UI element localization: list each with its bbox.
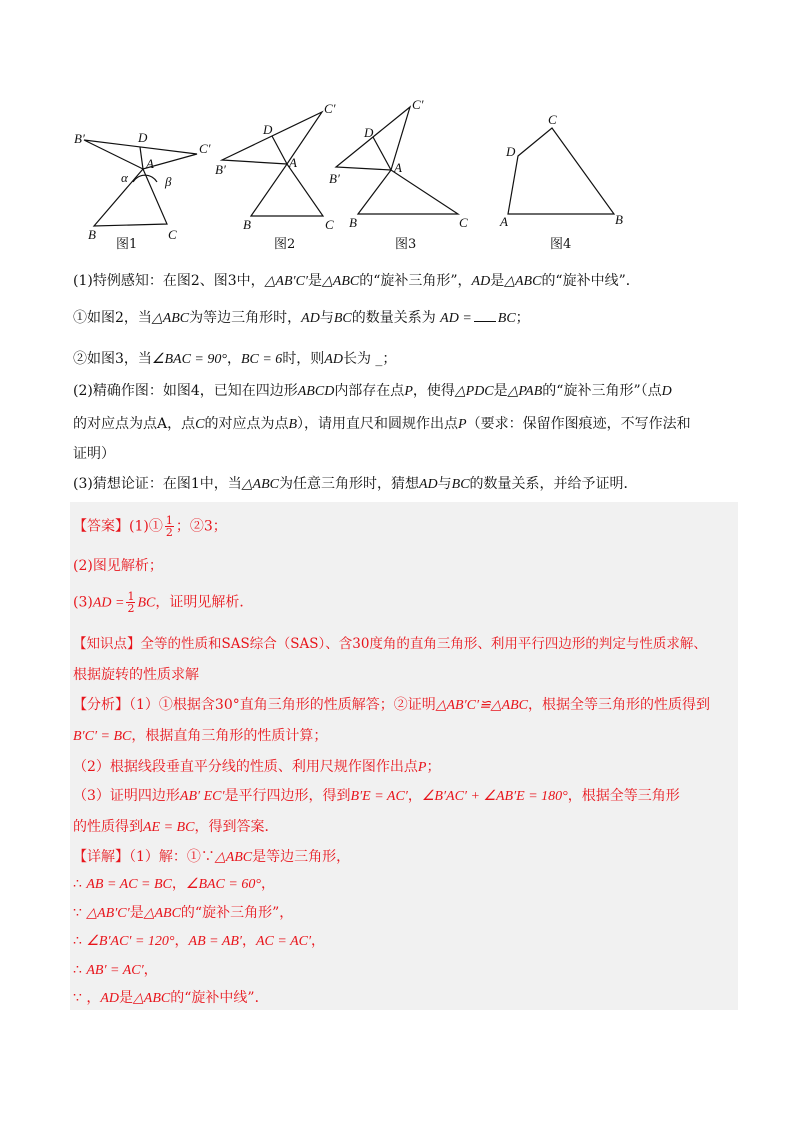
fig4-quadrilateral-abcd xyxy=(508,128,614,214)
fig2-triangle-ab1c1 xyxy=(222,112,322,164)
fig2-label-d: D xyxy=(263,122,273,137)
analysis-line-4: （3）证明四边形AB′ EC′是平行四边形，得到B′E = AC′，∠B′AC′ + ∠AB′E = 180°，根据全等三角形 xyxy=(73,788,680,804)
knowledge-line-1: 【知识点】全等的性质和SAS综合（SAS）、含30度角的直角三角形、利用平行四边形的判定与性质求解、 xyxy=(73,636,707,652)
fig3-median-ad xyxy=(373,137,391,170)
question-line-2: ①如图2，当△ABC为等边三角形时，AD与BC的数量关系为 AD = BC； xyxy=(73,310,530,326)
fig4-label-c: C xyxy=(548,112,557,127)
fig1-label-d: D xyxy=(138,130,148,145)
fig1-label-b: B xyxy=(88,227,96,242)
fig4-label-a: A xyxy=(500,214,508,229)
fig2-label-c1: C′ xyxy=(324,101,336,116)
detail-line-3: ∵ △AB′C′是△ABC的“旋补三角形”， xyxy=(73,905,294,921)
fig3-label-a: A xyxy=(394,160,402,175)
knowledge-line-2: 根据旋转的性质求解 xyxy=(73,667,199,683)
analysis-line-3: （2）根据线段垂直平分线的性质、利用尺规作图作出点P； xyxy=(73,759,441,775)
figure-2 xyxy=(222,112,323,216)
fig2-label-a: A xyxy=(289,155,297,170)
fig3-triangle-abc xyxy=(358,170,458,214)
fig3-label-c1: C′ xyxy=(412,97,424,112)
fig1-label-a: A xyxy=(146,156,154,171)
answer-line-3: (3)AD = $\frac{1}{2}$ BC，证明见解析． xyxy=(73,590,254,615)
question-line-7: (3)猜想论证：在图1中，当△ABC为任意三角形时，猜想AD与BC的数量关系，并给予证明． xyxy=(73,476,638,492)
fig1-triangle-abc xyxy=(94,169,167,226)
figure-panel xyxy=(60,92,660,257)
detail-line-1: 【详解】（1）解：①∵△ABC是等边三角形， xyxy=(73,849,351,865)
fig1-label-c: C xyxy=(168,227,177,242)
fig2-triangle-abc xyxy=(251,164,323,216)
fig3-label-b1: B′ xyxy=(329,171,340,186)
fig3-label-b: B xyxy=(349,215,357,230)
figures xyxy=(60,92,660,261)
analysis-line-1: 【分析】（1）①根据含30°直角三角形的性质解答；②证明△AB′C′≌△ABC，根据全等三角形的性质得到 xyxy=(73,697,711,713)
detail-line-5: ∴ AB′ = AC′， xyxy=(73,962,158,978)
answer-fraction-2: $\frac{1}{2}$ xyxy=(127,590,135,615)
fig2-median-ad xyxy=(272,136,287,164)
fig2-label-c: C xyxy=(325,217,334,232)
question-line-6: 证明） xyxy=(73,446,115,462)
figure-1 xyxy=(84,140,197,226)
answer-line-1: 【答案】(1)① $\frac{1}{2}$ ；②3； xyxy=(73,514,227,539)
fig1-median-ad xyxy=(140,147,143,169)
fig2-caption: 图2 xyxy=(274,237,296,252)
fig2-label-b: B xyxy=(243,217,251,232)
fig3-label-c: C xyxy=(459,215,468,230)
question-line-1: (1)特例感知：在图2、图3中，△AB′C′是△ABC的“旋补三角形”，AD是△ABC的“旋补中线”． xyxy=(73,273,640,289)
fig1-label-beta: β xyxy=(165,174,172,189)
fig1-caption: 图1 xyxy=(116,237,138,252)
fig1-label-c1: C′ xyxy=(199,141,211,156)
answer-line-2: (2)图见解析； xyxy=(73,558,163,574)
analysis-line-5: 的性质得到AE = BC，得到答案． xyxy=(73,819,279,835)
fig3-caption: 图3 xyxy=(395,237,417,252)
fig3-label-d: D xyxy=(364,125,374,140)
answer-blank xyxy=(474,309,496,322)
question-line-5: 的对应点为点A，点C的对应点为点B），请用直尺和圆规作出点P（要求：保留作图痕迹，不写作法和 xyxy=(73,416,691,432)
figure-4 xyxy=(508,128,614,214)
fig1-label-b1: B′ xyxy=(74,131,85,146)
detail-line-4: ∴ ∠B′AC′ = 120°，AB = AB′，AC = AC′， xyxy=(73,933,326,949)
detail-line-2: ∴ AB = AC = BC，∠BAC = 60°， xyxy=(73,876,275,892)
fig2-label-b1: B′ xyxy=(215,162,226,177)
analysis-line-2: B′C′ = BC，根据直角三角形的性质计算； xyxy=(73,728,328,744)
detail-line-6: ∵ ，AD是△ABC的“旋补中线”． xyxy=(73,990,269,1006)
fig4-caption: 图4 xyxy=(550,237,572,252)
answer-fraction: $\frac{1}{2}$ xyxy=(165,514,173,539)
fig1-label-alpha: α xyxy=(121,170,128,185)
question-line-3: ②如图3，当∠BAC = 90°，BC = 6时，则AD长为 _； xyxy=(73,351,397,367)
fig4-label-b: B xyxy=(615,212,623,227)
fig4-label-d: D xyxy=(506,144,516,159)
question-line-4: (2)精确作图：如图4，已知在四边形ABCD内部存在点P，使得△PDC是△PAB的“旋补三角形”（点D xyxy=(73,383,672,399)
